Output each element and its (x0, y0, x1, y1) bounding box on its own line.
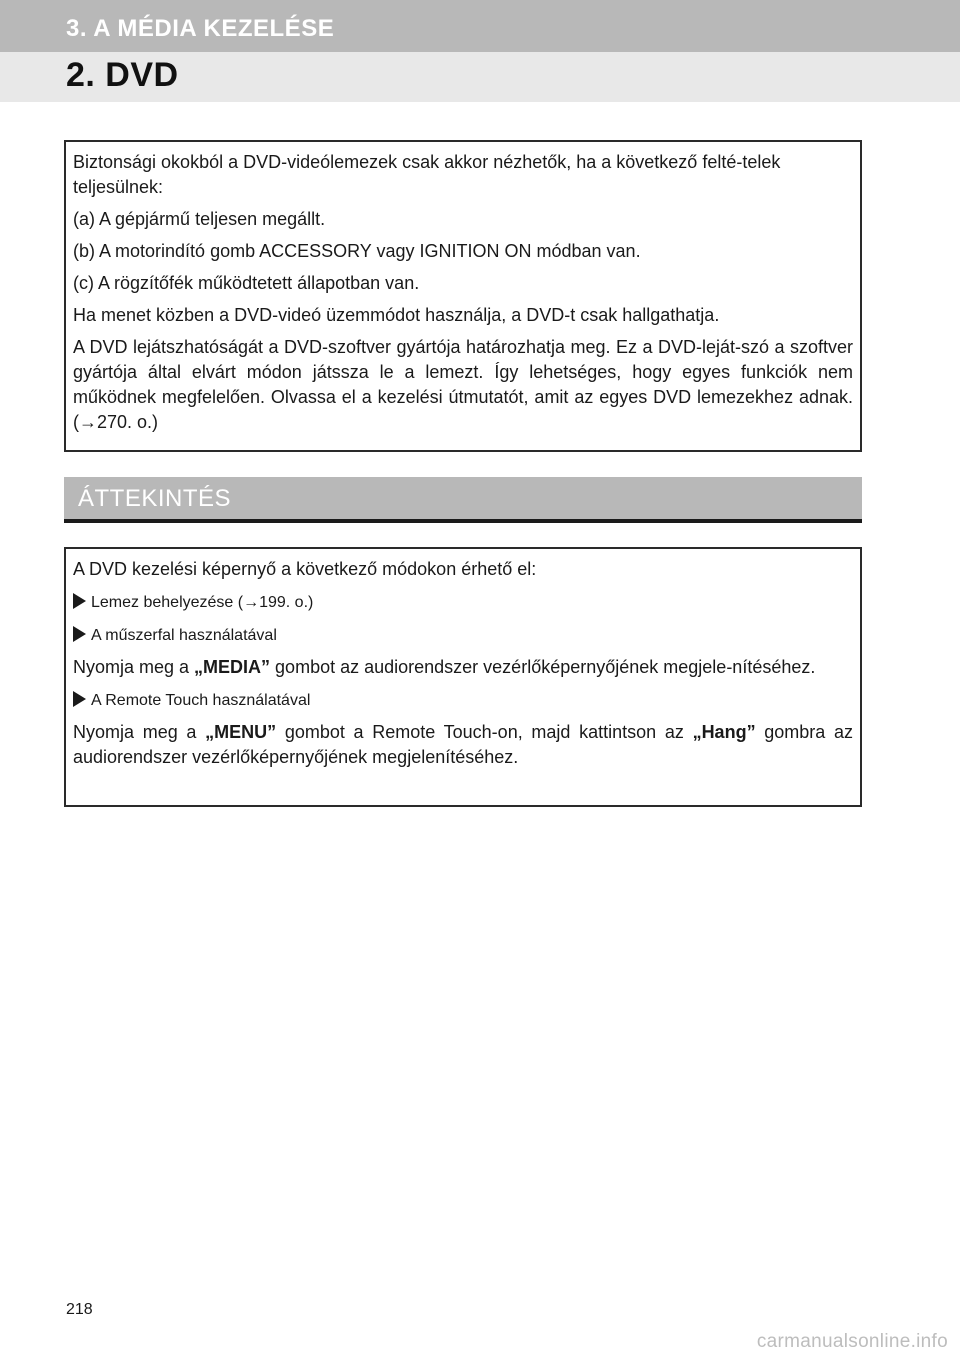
method-panel-label: A műszerfal használatával (91, 627, 277, 644)
instruction-text: gombot a Remote Touch-on, majd kattintson az (276, 722, 693, 742)
bullet-arrow-icon (73, 593, 86, 609)
overview-intro: A DVD kezelési képernyő a következő módokon érhető el: (73, 559, 537, 579)
chapter-title: 3. A MÉDIA KEZELÉSE (66, 15, 335, 42)
overview-divider (64, 519, 862, 523)
method-remote-touch (73, 687, 853, 713)
condition-a: (a) A gépjármű teljesen megállt. (73, 209, 326, 229)
overview-heading-band (64, 477, 862, 519)
condition-b: (b) A motorindító gomb ACCESSORY vagy IGNITION ON módban van. (73, 241, 641, 261)
instruction-text: Nyomja meg a (73, 657, 195, 677)
menu-key-label: „MENU” (205, 722, 277, 742)
notice-intro: Biztonsági okokból a DVD-videólemezek csak akkor nézhetők, ha a következő felté-telek teljesülnek: (73, 152, 781, 197)
bullet-arrow-icon (73, 626, 86, 642)
method-remote-touch-label: A Remote Touch használatával (91, 692, 311, 709)
method-disc-insert (73, 589, 853, 615)
page-number: 218 (66, 1301, 93, 1318)
condition-c: (c) A rögzítőfék működtetett állapotban van. (73, 273, 420, 293)
method-panel (73, 622, 853, 648)
instruction-text: gombra az audiorendszer vezérlőképernyőjének megjelenítéséhez. (73, 722, 853, 767)
watermark: carmanualsonline.info (756, 1331, 948, 1352)
instruction-text: Nyomja meg a (73, 722, 206, 742)
instruction-text: gombot az audiorendszer vezérlőképernyőjének megjele-nítéséhez. (270, 657, 816, 677)
overview-box (64, 547, 862, 807)
page-title: 2. DVD (66, 56, 179, 94)
driving-note: Ha menet közben a DVD-videó üzemmódot használja, a DVD-t csak hallgathatja. (73, 305, 720, 325)
sound-key-label: „Hang” (692, 722, 756, 742)
method-remote-touch-instruction (73, 720, 853, 770)
compatibility-note: A DVD lejátszhatóságát a DVD-szoftver gyártója határozhatja meg. Ez a DVD-leját-szó a szoftver gyártója által elvárt módon játssza le a lemezt. Így lehetséges, hogy egyes funkciók nem működnek megfelelően. Olvassa el a kezelési útmutatót, amit az egyes DVD lemezekhez adnak. (→270. o.) (73, 337, 853, 432)
overview-heading: ÁTTEKINTÉS (78, 485, 232, 512)
bullet-arrow-icon (73, 691, 86, 707)
media-key-label: „MEDIA” (194, 657, 271, 677)
safety-notice-box (64, 140, 862, 452)
method-panel-instruction (73, 655, 853, 680)
method-disc-insert-label: Lemez behelyezése (→199. o.) (91, 594, 314, 611)
